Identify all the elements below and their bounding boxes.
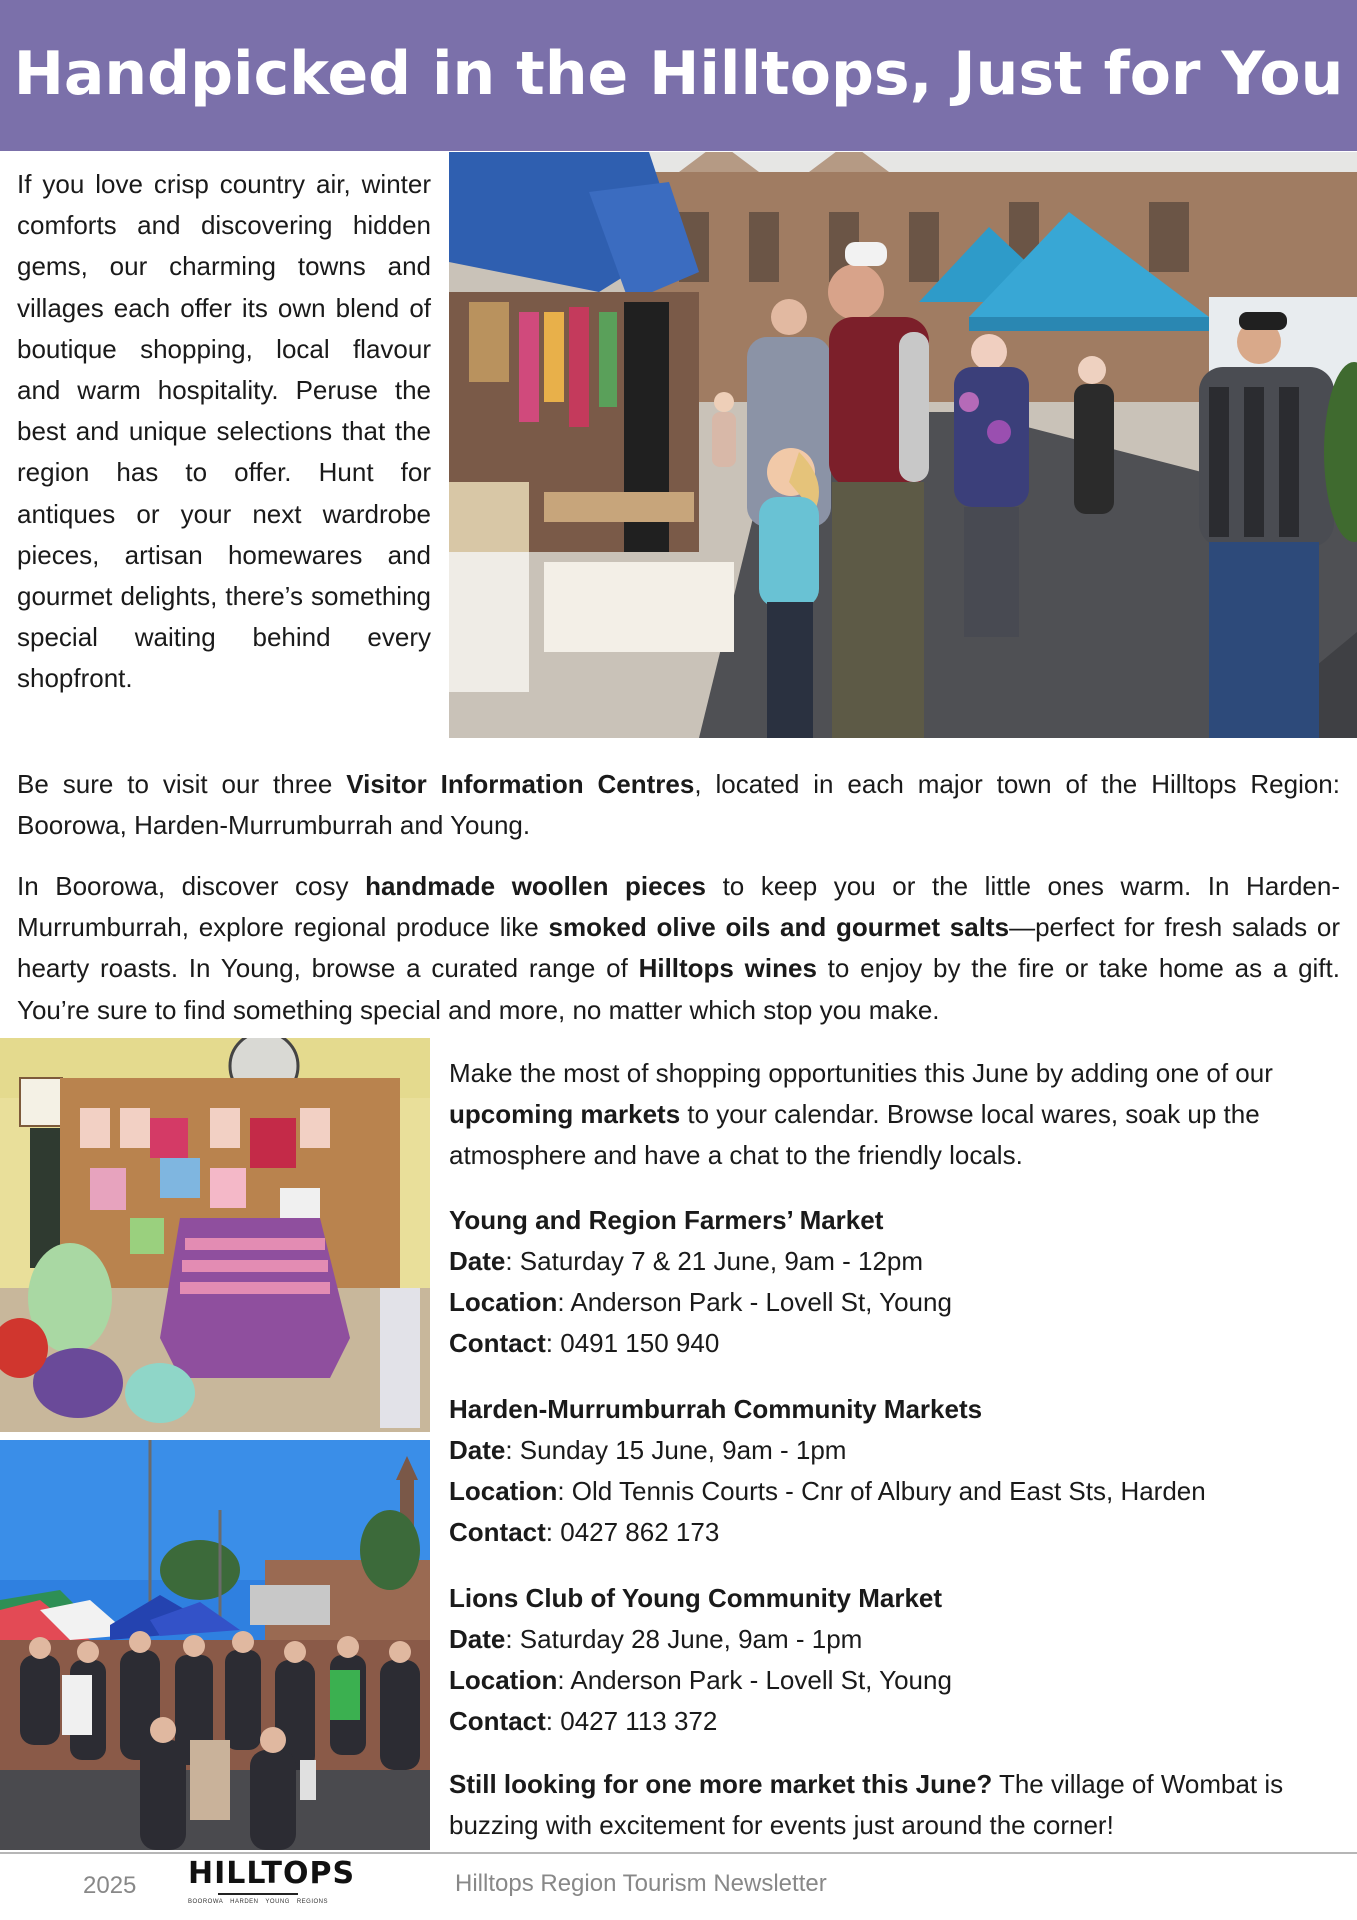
markets-intro-text-end: to your calendar. Browse local wares, soak up the atmosphere and have a chat to the friendly locals. (449, 1099, 1260, 1170)
knitwear-stall-photo (0, 1038, 430, 1432)
contact-label: Contact (449, 1328, 546, 1358)
closing-text: The village of Wombat is buzzing with excitement for events just around the corner! (449, 1769, 1284, 1840)
closing-paragraph (449, 1764, 1341, 1846)
footer-divider (0, 1852, 1357, 1854)
visitor-text: Be sure to visit our three (17, 769, 347, 799)
olive-oils-highlight: smoked olive oils and gourmet salts (548, 912, 1010, 943)
logo-town: YOUNG (265, 1899, 290, 1905)
logo-underline (218, 1893, 298, 1895)
market-location-row (449, 1660, 1341, 1701)
market-date-row (449, 1619, 1341, 1660)
market-contact-row (449, 1701, 1341, 1742)
outdoor-market-photo (0, 1440, 430, 1850)
header-banner (0, 0, 1357, 151)
date-label: Date (449, 1624, 506, 1654)
intro-paragraph: If you love crisp country air, winter comforts and discovering hidden gems, our charming towns and villages each offer its own blend of boutique shopping, local flavour and warm hospitality. Peruse the best and unique selections that the region has to offer. Hunt for antiques or your next wardrobe pieces, artisan homewares and gourmet delights, there’s something special waiting behind every shopfront. (17, 169, 431, 694)
market-entry-harden (449, 1389, 1341, 1553)
location-label: Location (449, 1287, 558, 1317)
footer-year: 2025 (83, 1872, 137, 1899)
visitor-centres-paragraph (17, 764, 1340, 846)
upcoming-markets-highlight: upcoming markets (449, 1099, 681, 1129)
date-label: Date (449, 1246, 506, 1276)
towns-text-3: —perfect for fresh salads or hearty roasts. In Young, browse a curated range of (17, 912, 1340, 984)
wines-highlight: Hilltops wines (638, 953, 817, 984)
market-contact: : 0491 150 940 (545, 1328, 720, 1358)
location-label: Location (449, 1665, 558, 1695)
visitor-text-end: , located in each major town of the Hilltops Region: Boorowa, Harden-Murrumburrah and Young. (17, 769, 1340, 841)
footer-newsletter-title: Hilltops Region Tourism Newsletter (455, 1870, 827, 1897)
market-name: Lions Club of Young Community Market (449, 1583, 943, 1613)
logo-town: HARDEN (230, 1899, 259, 1905)
markets-intro-text: Make the most of shopping opportunities this June by adding one of our (449, 1058, 1273, 1088)
markets-intro-paragraph (449, 1053, 1341, 1176)
hilltops-logo (188, 1856, 356, 1914)
towns-paragraph (17, 866, 1340, 1031)
market-location: : Anderson Park - Lovell St, Young (557, 1665, 952, 1695)
visitor-centres-highlight: Visitor Information Centres (346, 769, 695, 799)
towns-text-4: to enjoy by the fire or take home as a gift. You’re sure to find something special and more, no matter which stop you make. (17, 953, 1340, 1025)
market-location: : Old Tennis Courts - Cnr of Albury and East Sts, Harden (557, 1476, 1206, 1506)
logo-town: BOOROWA (188, 1899, 224, 1905)
contact-label: Contact (449, 1706, 546, 1736)
woollen-highlight: handmade woollen pieces (365, 871, 706, 901)
market-name: Young and Region Farmers’ Market (449, 1205, 884, 1235)
location-label: Location (449, 1476, 558, 1506)
page-title: Handpicked in the Hilltops, Just for You (13, 39, 1344, 109)
market-contact-row (449, 1323, 1341, 1364)
market-entry-lions-club (449, 1578, 1341, 1742)
market-entry-farmers (449, 1200, 1341, 1364)
market-date: : Saturday 28 June, 9am - 1pm (505, 1624, 863, 1654)
logo-wordmark: HILLTOPS (188, 1856, 356, 1891)
market-location: : Anderson Park - Lovell St, Young (557, 1287, 952, 1317)
market-location-row (449, 1282, 1341, 1323)
market-date: : Sunday 15 June, 9am - 1pm (505, 1435, 847, 1465)
market-date-row (449, 1241, 1341, 1282)
market-location-row (449, 1471, 1341, 1512)
market-date: : Saturday 7 & 21 June, 9am - 12pm (505, 1246, 924, 1276)
market-contact: : 0427 113 372 (545, 1706, 718, 1736)
logo-towns (188, 1899, 328, 1905)
market-street-photo (449, 152, 1357, 738)
logo-town: REGIONS (296, 1899, 328, 1905)
market-name: Harden-Murrumburrah Community Markets (449, 1394, 983, 1424)
closing-highlight: Still looking for one more market this June? (449, 1769, 993, 1799)
market-date-row (449, 1430, 1341, 1471)
towns-text-1: In Boorowa, discover cosy (17, 871, 366, 901)
contact-label: Contact (449, 1517, 546, 1547)
market-contact-row (449, 1512, 1341, 1553)
date-label: Date (449, 1435, 506, 1465)
towns-text-2: to keep you or the little ones warm. In Harden-Murrumburrah, explore regional produce like (17, 871, 1340, 943)
market-contact: : 0427 862 173 (545, 1517, 720, 1547)
